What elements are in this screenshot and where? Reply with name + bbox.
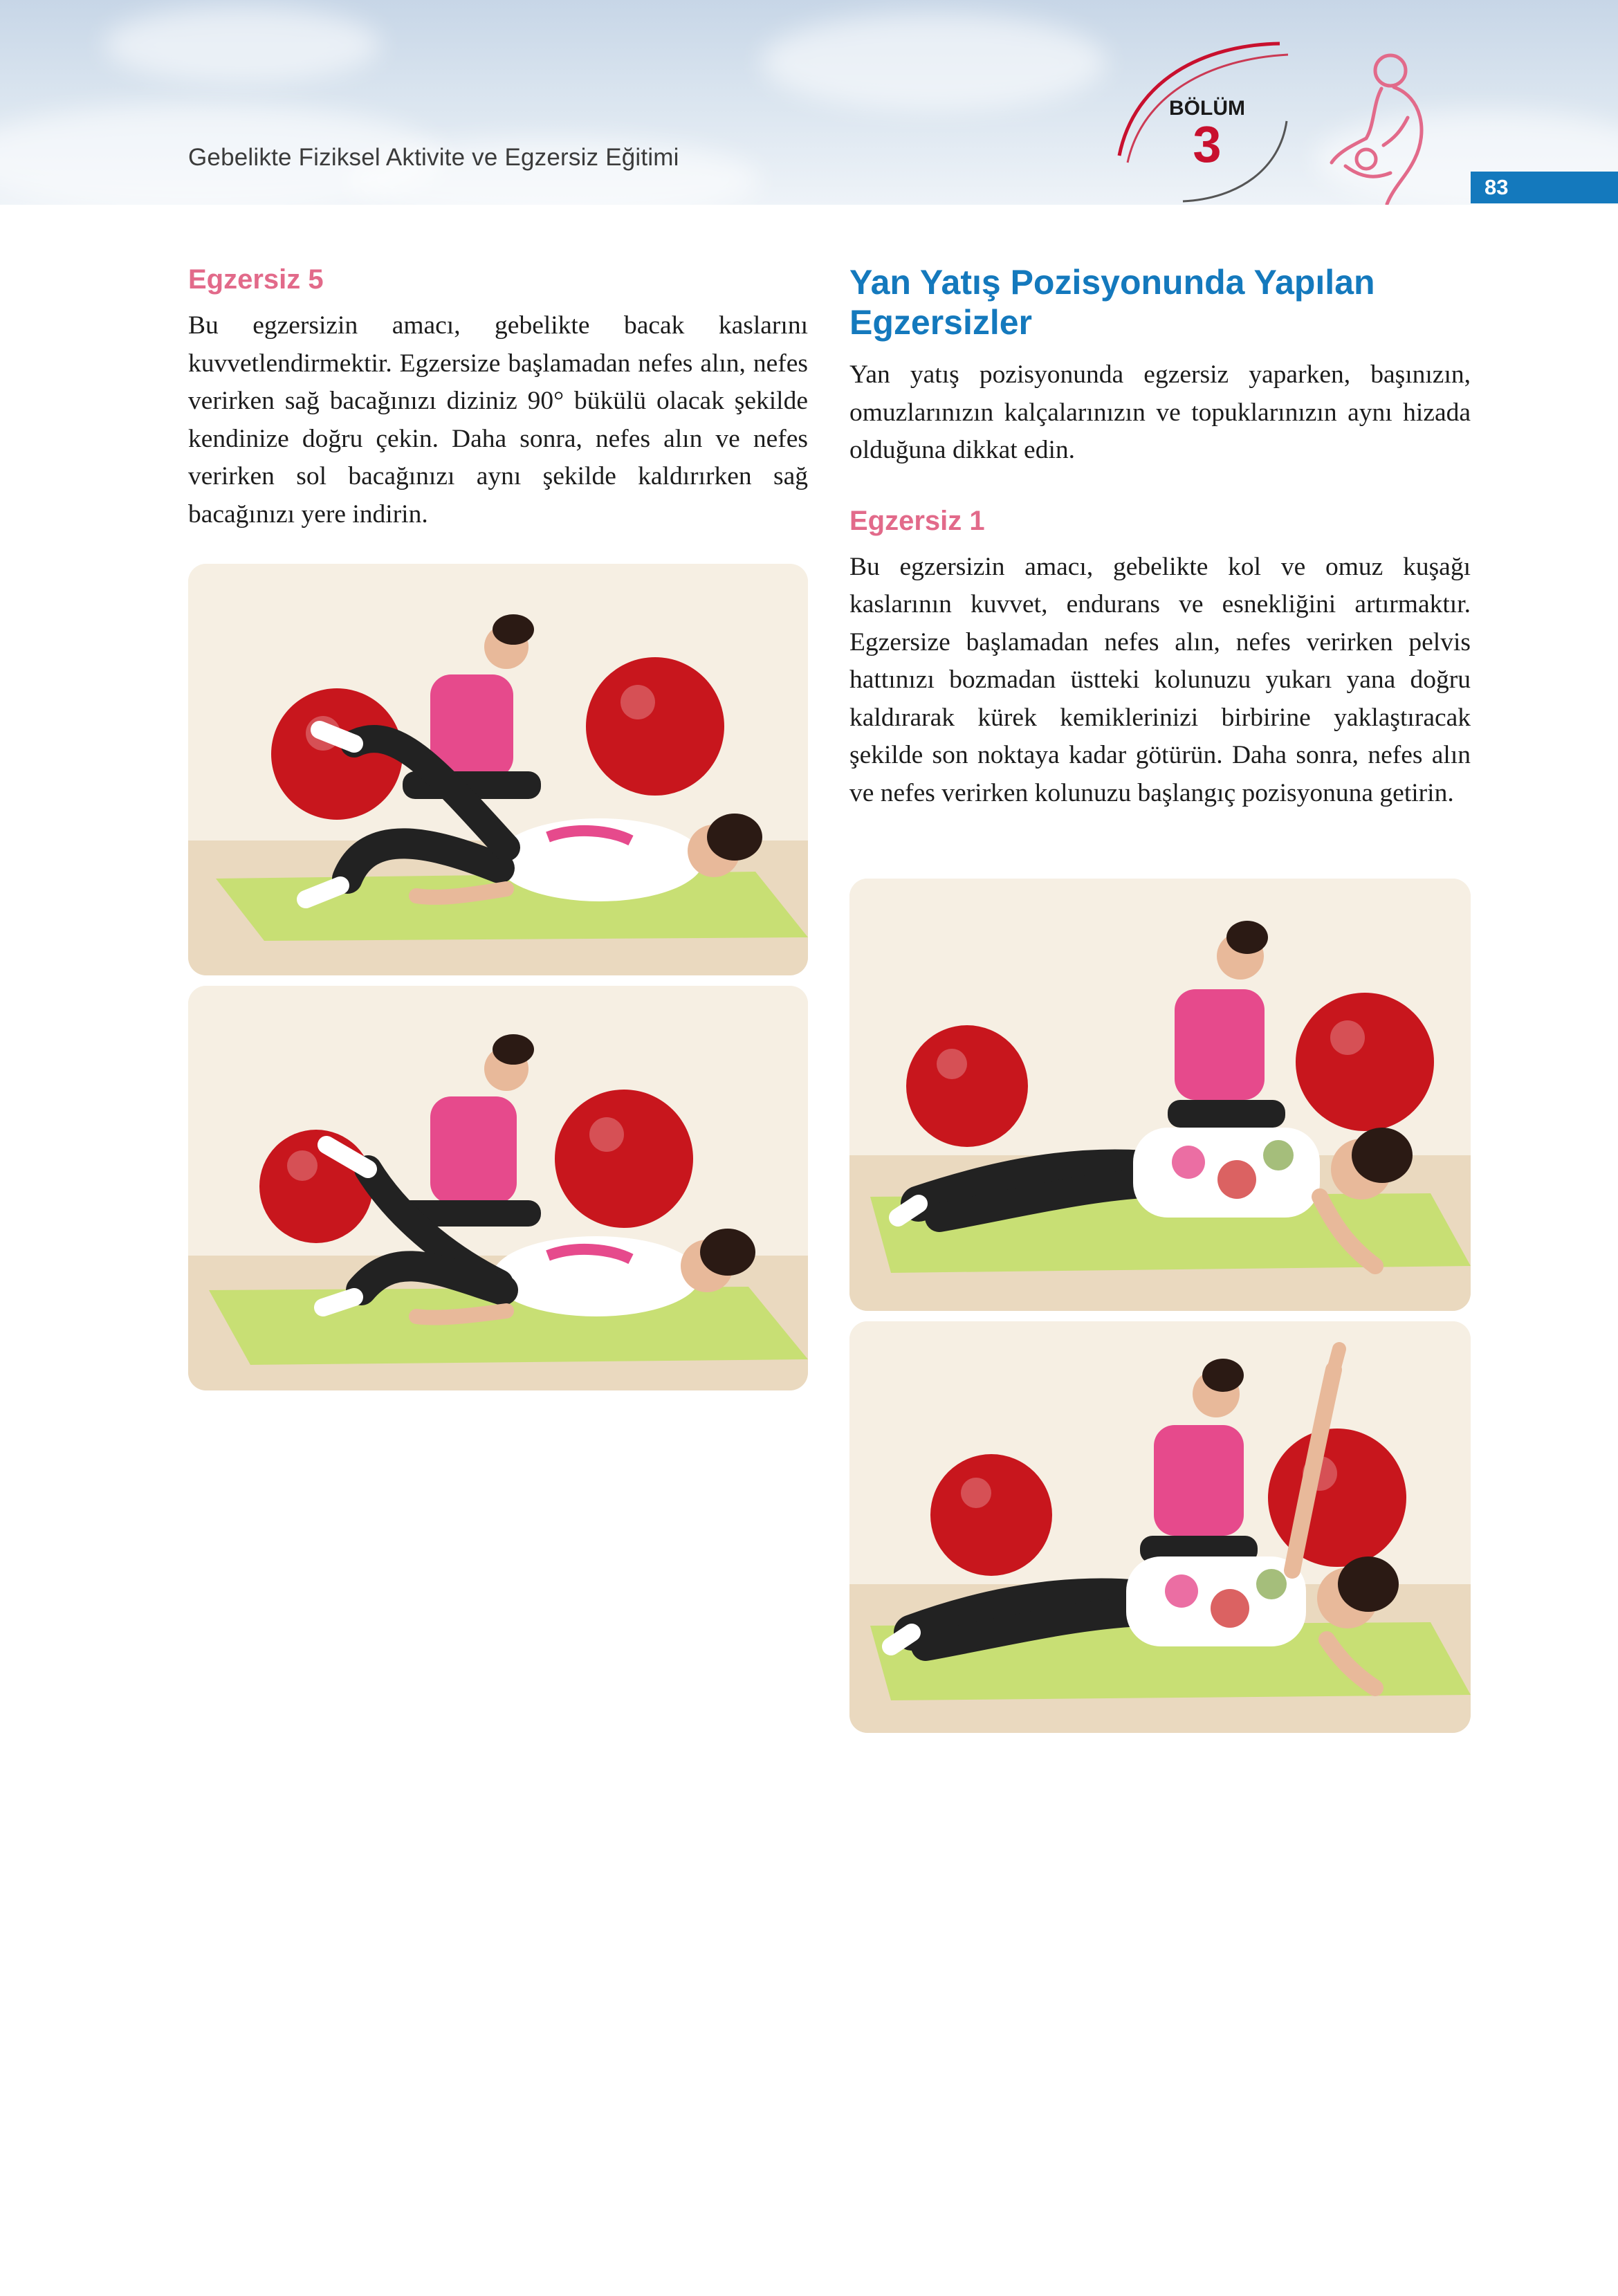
pregnant-mother-logo-icon xyxy=(1325,48,1435,205)
exercise-5-text: Bu egzersizin amacı, gebelikte bacak kaslarını kuvvetlendirmektir. Egzersize başlamadan nefes alın, nefes verirken sağ bacağınızı diziniz 90° bükülü olacak şekilde kendinize doğru çekin. Daha sonra, nefes alın ve nefes verirken sol bacağınızı aynı şekilde kaldırırken sağ bacağınızı yere indirin. xyxy=(188,311,808,529)
chapter-label: BÖLÜM xyxy=(1169,97,1245,120)
side-lying-intro-text: Yan yatış pozisyonunda egzersiz yaparken, başınızın, omuzlarınızın kalçalarınızın ve topuklarınızın aynı hizada olduğuna dikkat edin. xyxy=(849,360,1471,464)
side-lying-section-title: Yan Yatış Pozisyonunda Yapılan Egzersizler xyxy=(849,263,1375,342)
left-column xyxy=(188,263,808,533)
side-lying-exercise-1-photo-1 xyxy=(849,879,1471,1311)
side-lying-exercise-1-photo-2 xyxy=(849,1321,1471,1733)
exercise-1-title: Egzersiz 1 xyxy=(849,505,985,536)
exercise-1-text: Bu egzersizin amacı, gebelikte kol ve omuz kuşağı kaslarının kuvvet, endurans ve esnekliğini artırmaktır. Egzersize başlamadan nefes alın, nefes verirken pelvis hattınızı bozmadan üstteki kolunuzu yukarı yana doğru kaldırarak kürek kemiklerinizi birbirine yaklaştıracak şekilde son noktaya kadar götürün. Daha sonra, nefes alın ve nefes verirken kolunuzu başlangıç pozisyonuna getirin. xyxy=(849,552,1471,807)
exercise-5-photo-2 xyxy=(188,986,808,1390)
exercise-5-photo-1 xyxy=(188,564,808,975)
exercise-5-title: Egzersiz 5 xyxy=(188,264,324,295)
running-title: Gebelikte Fiziksel Aktivite ve Egzersiz Eğitimi xyxy=(188,144,679,171)
page-number: 83 xyxy=(1484,175,1509,199)
chapter-number: 3 xyxy=(1193,116,1222,173)
right-column xyxy=(849,263,1471,812)
page-header xyxy=(0,0,1618,205)
